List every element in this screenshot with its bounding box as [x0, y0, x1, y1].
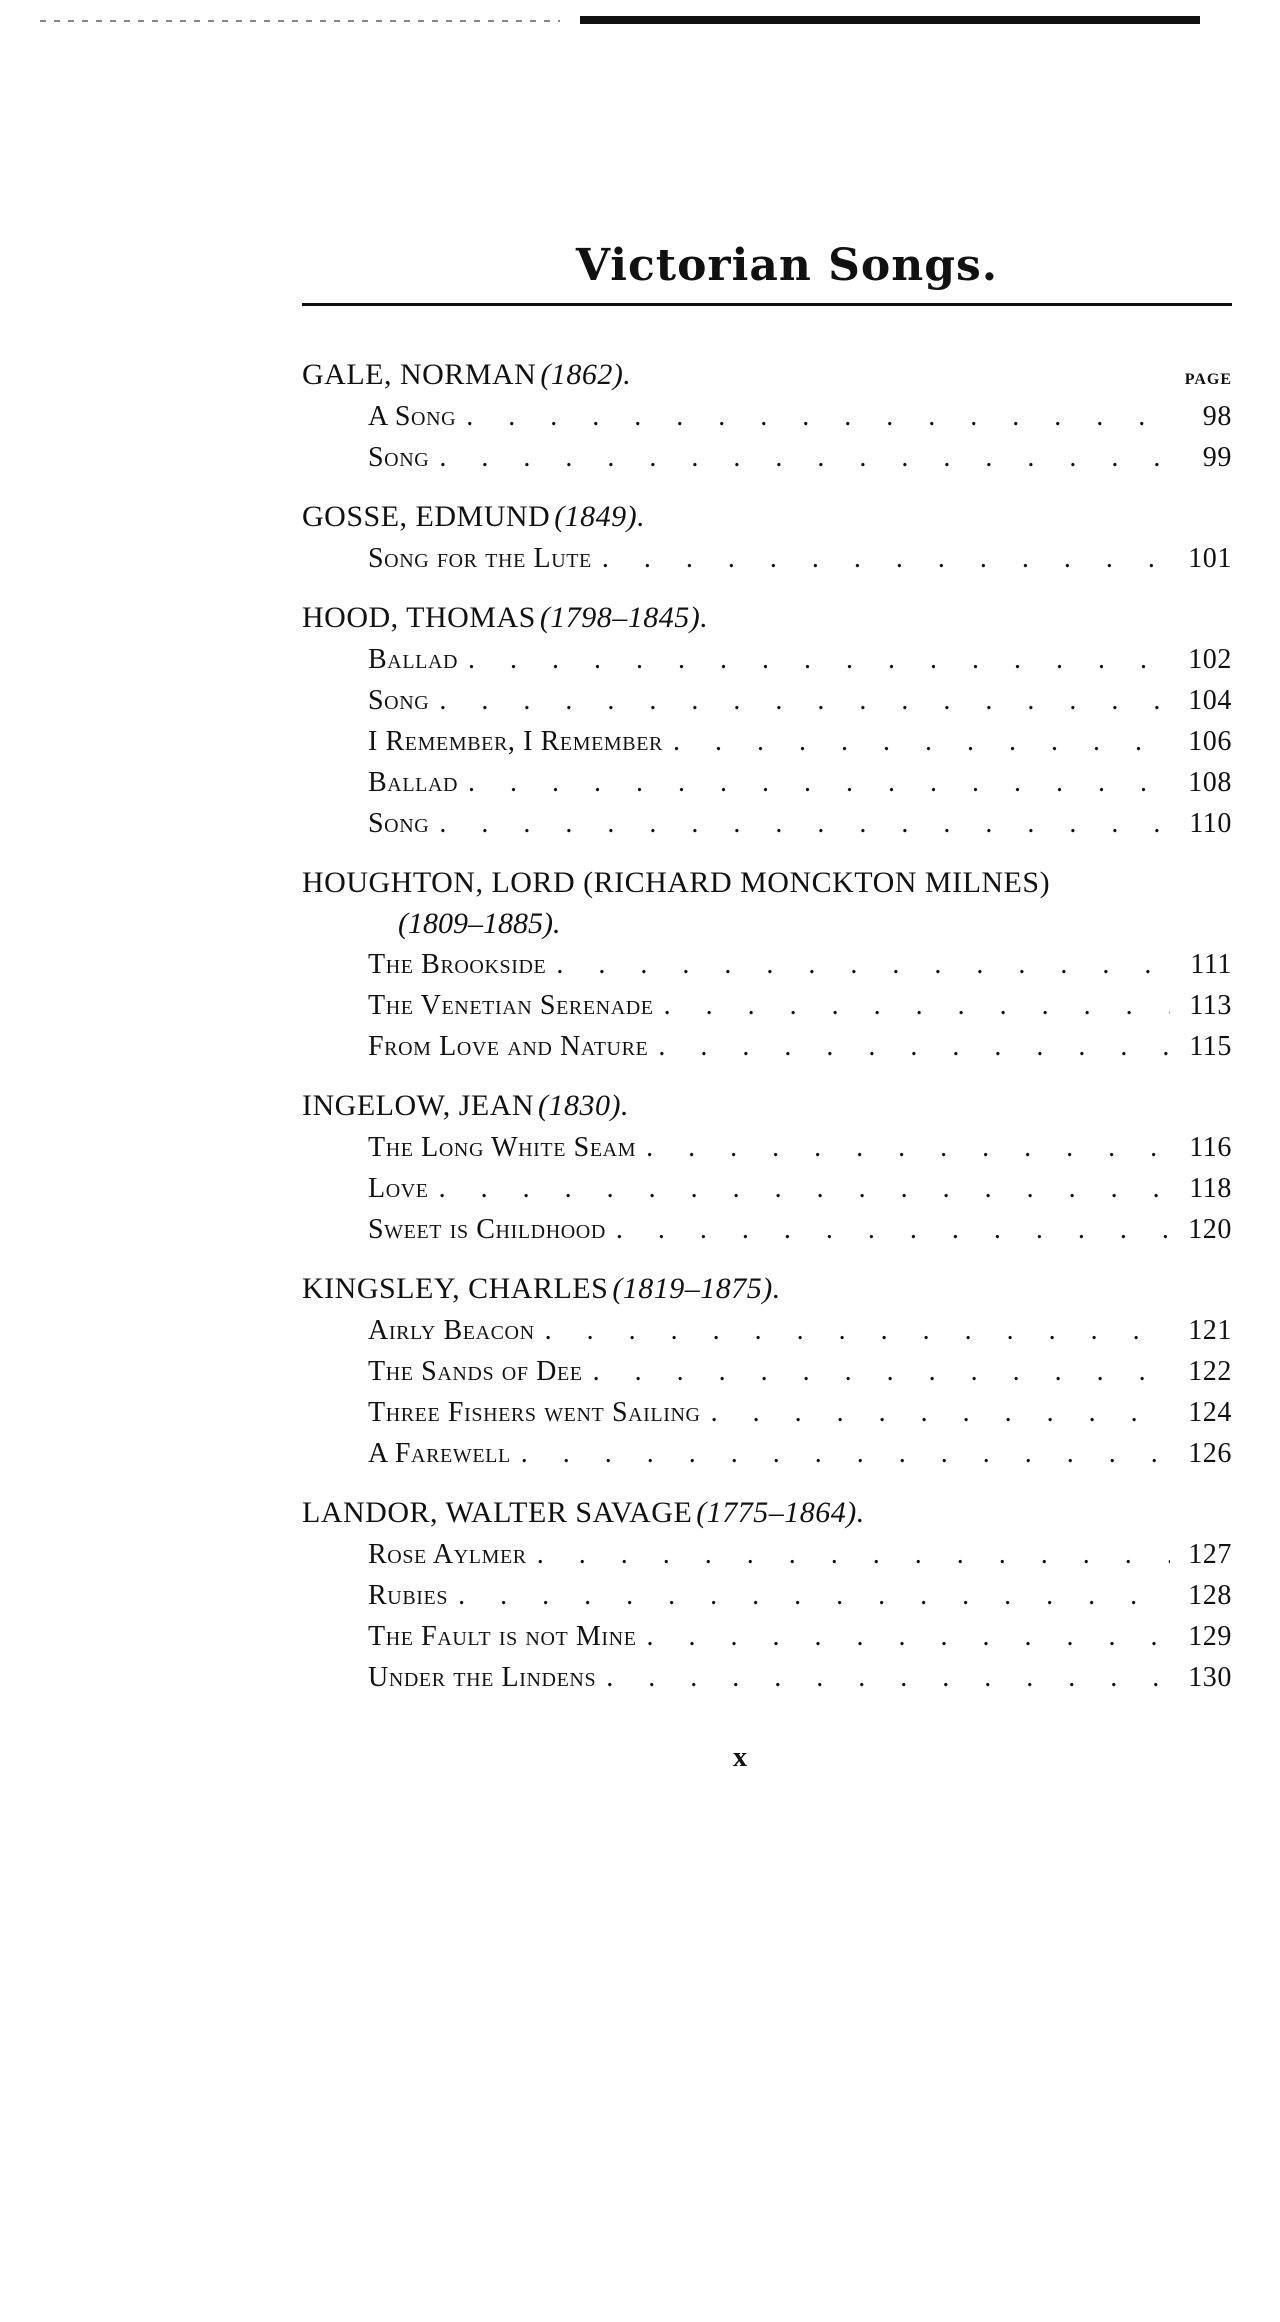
- leader-dots: [711, 1392, 1170, 1433]
- entry-page-number: 124: [1188, 1397, 1232, 1428]
- toc-entry: [302, 437, 1232, 478]
- author-dates: (1809–1885).: [398, 907, 561, 940]
- author-section: [302, 1085, 1232, 1250]
- entry-page-number: 118: [1189, 1173, 1232, 1204]
- author-line: [302, 496, 645, 538]
- entry-page-number: 111: [1190, 949, 1232, 980]
- author-heading: [302, 1085, 1232, 1127]
- entry-title: Sweet is Childhood: [368, 1214, 606, 1245]
- leader-dots: [439, 680, 1170, 721]
- leader-dots: [606, 1657, 1170, 1698]
- author-line: [302, 354, 631, 396]
- author-dates: (1798–1845).: [539, 601, 709, 634]
- toc-entry: [302, 1534, 1232, 1575]
- author-line: [302, 1268, 781, 1310]
- entry-page-number: 128: [1188, 1580, 1232, 1611]
- author-section: [302, 597, 1232, 844]
- toc-entry: [302, 803, 1232, 844]
- author-section: [302, 1492, 1232, 1698]
- author-section: [302, 1268, 1232, 1474]
- entry-title: The Sands of Dee: [368, 1356, 583, 1387]
- toc-entry: [302, 1392, 1232, 1433]
- author-section: [302, 354, 1232, 478]
- leader-dots: [537, 1534, 1170, 1575]
- entry-title: Rubies: [368, 1580, 449, 1611]
- author-name: HOOD, THOMAS: [302, 601, 536, 634]
- page-folio: x: [733, 1742, 747, 1773]
- leader-dots: [556, 944, 1170, 985]
- author-heading: [302, 354, 1232, 396]
- entry-title: Under the Lindens: [368, 1662, 597, 1693]
- author-heading: [302, 597, 1232, 639]
- table-of-contents: [302, 354, 1232, 1698]
- entry-page-number: 121: [1188, 1315, 1232, 1346]
- leader-dots: [658, 1026, 1170, 1067]
- author-dates: (1775–1864).: [696, 1496, 865, 1529]
- toc-entry: [302, 680, 1232, 721]
- entry-title: Ballad: [368, 644, 459, 675]
- author-dates: (1849).: [554, 500, 646, 533]
- entry-page-number: 127: [1188, 1539, 1232, 1570]
- toc-entry: [302, 944, 1232, 985]
- leader-dots: [458, 1575, 1170, 1616]
- entry-title: Rose Aylmer: [368, 1539, 527, 1570]
- toc-entry: [302, 538, 1232, 579]
- leader-dots: [439, 437, 1170, 478]
- entry-title: A Farewell: [368, 1438, 511, 1469]
- entry-title: Love: [368, 1173, 429, 1204]
- author-section: [302, 862, 1232, 1067]
- leader-dots: [616, 1209, 1170, 1250]
- entry-page-number: 122: [1188, 1356, 1232, 1387]
- leader-dots: [646, 1127, 1170, 1168]
- leader-dots: [439, 803, 1170, 844]
- author-name: GOSSE, EDMUND: [302, 500, 551, 533]
- entry-title: The Long White Seam: [368, 1132, 637, 1163]
- toc-entry: [302, 721, 1232, 762]
- entry-page-number: 98: [1202, 401, 1232, 432]
- entry-title: Song for the Lute: [368, 543, 592, 574]
- author-heading: [302, 862, 1232, 904]
- author-name: LANDOR, WALTER SAVAGE: [302, 1496, 693, 1529]
- leader-dots: [545, 1310, 1170, 1351]
- toc-entry: [302, 639, 1232, 680]
- toc-entry: [302, 1657, 1232, 1698]
- entry-title: A Song: [368, 401, 457, 432]
- entry-title: Song: [368, 685, 430, 716]
- entry-page-number: 129: [1188, 1621, 1232, 1652]
- toc-entry: [302, 1575, 1232, 1616]
- leader-dots: [468, 639, 1170, 680]
- leader-dots: [468, 762, 1170, 803]
- entry-title: Airly Beacon: [368, 1315, 535, 1346]
- entry-page-number: 113: [1189, 990, 1232, 1021]
- toc-entry: [302, 1127, 1232, 1168]
- toc-entry: [302, 396, 1232, 437]
- entry-title: From Love and Nature: [368, 1031, 649, 1062]
- leader-dots: [521, 1433, 1170, 1474]
- thick-rule: [580, 16, 1200, 24]
- leader-dots: [439, 1168, 1170, 1209]
- leader-dots: [673, 721, 1170, 762]
- entry-title: Song: [368, 442, 430, 473]
- page-column-label: PAGE: [1184, 371, 1232, 388]
- page-title: Victorian Songs.: [575, 240, 999, 291]
- author-line: [302, 862, 1050, 904]
- author-dates: (1830).: [538, 1089, 630, 1122]
- toc-entry: [302, 1026, 1232, 1067]
- author-dates: (1819–1875).: [612, 1272, 781, 1305]
- leader-dots: [602, 538, 1170, 579]
- leader-dots: [593, 1351, 1170, 1392]
- author-heading: [302, 1492, 1232, 1534]
- author-dates: (1862).: [540, 358, 632, 391]
- author-name: GALE, NORMAN: [302, 358, 537, 391]
- top-edge-rule: [40, 16, 1200, 26]
- toc-entry: [302, 762, 1232, 803]
- toc-entry: [302, 1351, 1232, 1392]
- author-heading: [302, 496, 1232, 538]
- toc-entry: [302, 1168, 1232, 1209]
- entry-title: The Fault is not Mine: [368, 1621, 637, 1652]
- toc-entry: [302, 1310, 1232, 1351]
- toc-entry: [302, 985, 1232, 1026]
- entry-page-number: 110: [1189, 808, 1232, 839]
- entry-page-number: 120: [1188, 1214, 1232, 1245]
- entry-page-number: 115: [1189, 1031, 1232, 1062]
- toc-entry: [302, 1209, 1232, 1250]
- faint-rule: [40, 20, 560, 22]
- author-name: INGELOW, JEAN: [302, 1089, 535, 1122]
- author-section: [302, 496, 1232, 579]
- contents-page: [302, 240, 1232, 1716]
- toc-entry: [302, 1433, 1232, 1474]
- entry-page-number: 116: [1189, 1132, 1232, 1163]
- entry-page-number: 104: [1188, 685, 1232, 716]
- author-line: [302, 1492, 865, 1534]
- author-line: [302, 1085, 629, 1127]
- leader-dots: [664, 985, 1170, 1026]
- entry-title: The Brookside: [368, 949, 547, 980]
- entry-title: Three Fishers went Sailing: [368, 1397, 701, 1428]
- entry-title: I Remember, I Remember: [368, 726, 663, 757]
- leader-dots: [647, 1616, 1170, 1657]
- author-name: KINGSLEY, CHARLES: [302, 1272, 609, 1305]
- leader-dots: [466, 396, 1170, 437]
- entry-page-number: 126: [1188, 1438, 1232, 1469]
- entry-page-number: 106: [1188, 726, 1232, 757]
- entry-page-number: 108: [1188, 767, 1232, 798]
- entry-title: The Venetian Serenade: [368, 990, 654, 1021]
- author-name: HOUGHTON, LORD (RICHARD MONCKTON MILNES): [302, 866, 1051, 899]
- entry-page-number: 130: [1188, 1662, 1232, 1693]
- entry-page-number: 101: [1188, 543, 1232, 574]
- entry-page-number: 102: [1188, 644, 1232, 675]
- entry-title: Ballad: [368, 767, 459, 798]
- entry-title: Song: [368, 808, 430, 839]
- author-line: [302, 597, 708, 639]
- entry-page-number: 99: [1202, 442, 1232, 473]
- toc-entry: [302, 1616, 1232, 1657]
- author-heading: [302, 1268, 1232, 1310]
- title-rule: [302, 303, 1232, 306]
